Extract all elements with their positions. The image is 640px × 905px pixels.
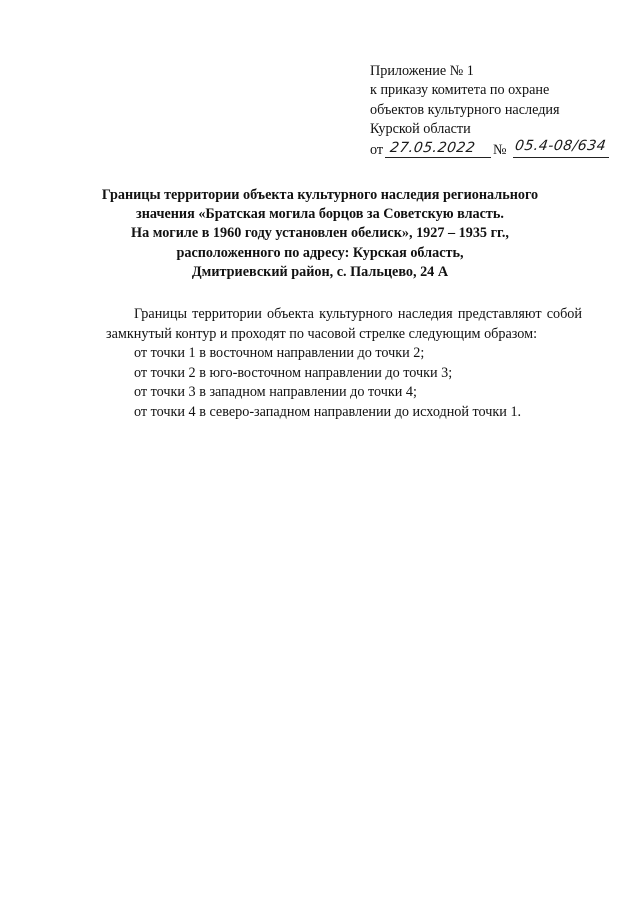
title-line: На могиле в 1960 году установлен обелиск», 1927 – 1935 гг., [131, 225, 509, 242]
approval-block [370, 62, 630, 162]
title-line: Дмитриевский район, с. Пальцево, 24 А [191, 263, 449, 280]
boundary-item: от точки 4 в северо-западном направлении до исходной точки 1. [134, 403, 522, 420]
title-line: Границы территории объекта культурного наследия регионального [101, 187, 539, 203]
title-line: значения «Братская могила борцов за Советскую власть. [136, 206, 504, 223]
from-label: от [370, 141, 384, 158]
boundary-item: от точки 3 в западном направлении до точки 4; [134, 384, 417, 401]
handwritten-order-number: 05.4-08/634 [513, 137, 608, 154]
committee-name: объектов культурного наследия [370, 101, 560, 118]
number-label: № [493, 141, 507, 158]
order-date-number-line [370, 137, 630, 162]
number-underline [513, 157, 609, 158]
boundary-item: от точки 2 в юго-восточном направлении до точки 3; [134, 364, 453, 381]
document-body [106, 305, 582, 423]
boundary-item: от точки 1 в восточном направлении до точки 2; [134, 345, 425, 362]
title-line: расположенного по адресу: Курская область, [176, 244, 464, 261]
region-name: Курской области [370, 121, 471, 138]
order-reference: к приказу комитета по охране [370, 82, 550, 99]
handwritten-date: 27.05.2022 [388, 139, 477, 156]
intro-paragraph: Границы территории объекта культурного наследия представляют собой замкнутый контур и проходят по часовой стрелке следующим образом: [106, 306, 582, 342]
appendix-number: Приложение № 1 [370, 63, 474, 79]
document-title [60, 186, 580, 282]
